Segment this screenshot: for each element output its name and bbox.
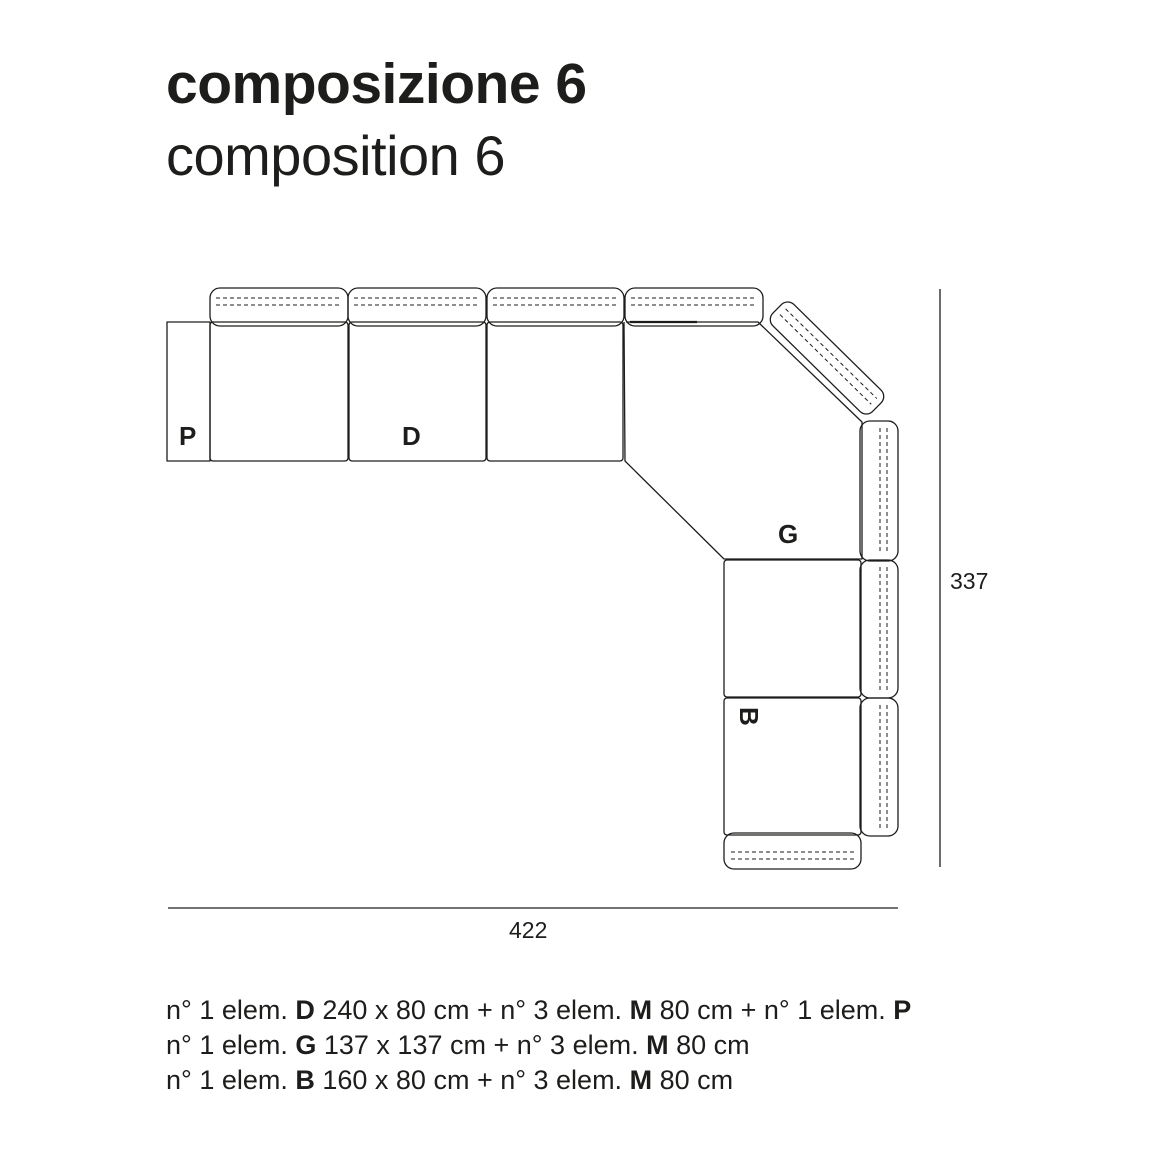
spec-text: n° 1 elem. xyxy=(166,995,296,1025)
title-italian: composizione 6 xyxy=(166,52,587,116)
dimension-width-label: 422 xyxy=(509,917,548,943)
spec-element-code: G xyxy=(295,1030,317,1060)
module-label-g: G xyxy=(778,519,799,549)
spec-line-1 xyxy=(166,993,911,1028)
spec-element-code: B xyxy=(295,1065,315,1095)
module-label-b: B xyxy=(734,707,764,726)
spec-element-code: M xyxy=(629,1065,653,1095)
spec-element-code: D xyxy=(295,995,315,1025)
spec-text: 80 cm + n° 1 elem. xyxy=(652,995,894,1025)
spec-element-code: P xyxy=(893,995,912,1025)
spec-text: 240 x 80 cm + n° 3 elem. xyxy=(314,995,630,1025)
module-g-outline xyxy=(624,322,862,559)
spec-text: n° 1 elem. xyxy=(166,1030,296,1060)
spec-element-code: M xyxy=(629,995,653,1025)
module-b-seats xyxy=(724,560,861,835)
module-label-d: D xyxy=(402,421,421,451)
spec-text: 137 x 137 cm + n° 3 elem. xyxy=(316,1030,647,1060)
spec-text: 160 x 80 cm + n° 3 elem. xyxy=(314,1065,630,1095)
title-english: composition 6 xyxy=(166,124,506,187)
spec-text: n° 1 elem. xyxy=(166,1065,296,1095)
back-cushion-diagonal xyxy=(767,298,888,418)
dimension-depth-label: 337 xyxy=(950,568,989,594)
back-cushions-top xyxy=(210,288,763,326)
spec-element-code: M xyxy=(646,1030,669,1060)
back-cushions-right xyxy=(860,421,898,836)
module-label-p: P xyxy=(179,421,197,451)
composition-specs xyxy=(166,993,911,1098)
spec-text: 80 cm xyxy=(668,1030,750,1060)
armrest-bottom xyxy=(724,833,861,869)
spec-line-3 xyxy=(166,1063,911,1098)
spec-text: 80 cm xyxy=(652,1065,734,1095)
spec-line-2 xyxy=(166,1028,911,1063)
